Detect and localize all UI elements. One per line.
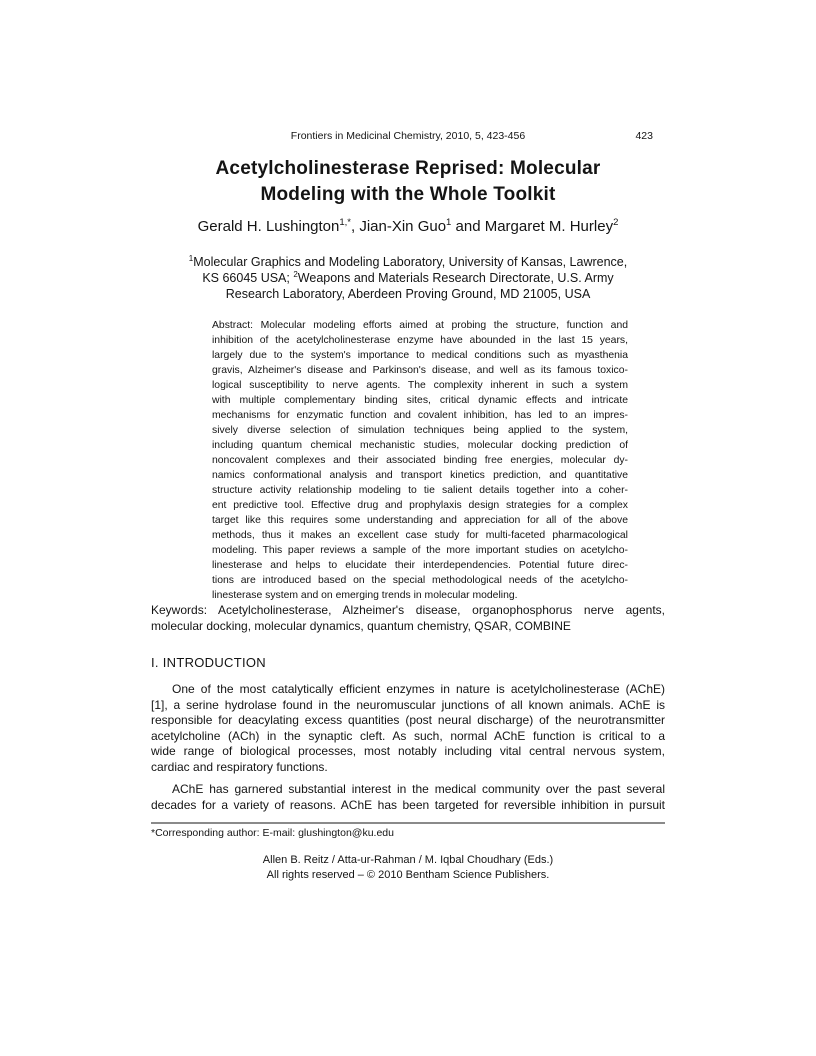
text-segment: KS 66045 USA; [202, 271, 294, 285]
running-header [151, 130, 665, 143]
text-line: structure activity relationship modeling to tie salient details together into a coher- [212, 485, 628, 496]
superscript-marker: 2 [613, 217, 619, 228]
text-segment: and Margaret M. Hurley [451, 218, 614, 235]
text-line: wide range of biological processes, most notably including vital central nervous system, [151, 744, 665, 758]
text-line [151, 254, 665, 270]
corresponding-author-note: *Corresponding author: E-mail: glushington@ku.edu [151, 827, 394, 839]
text-line: Keywords: Acetylcholinesterase, Alzheimer's disease, organophosphorus nerve agents, [151, 603, 665, 617]
intro-paragraph-2 [151, 782, 665, 813]
text-line: largely due to the system's importance to medical conditions such as myasthenia [212, 350, 628, 361]
text-line [151, 217, 665, 237]
text-line: [1], a serine hydrolase found in the neuromuscular junctions of all known animals. AChE is [151, 697, 665, 712]
text-line: Modeling with the Whole Toolkit [260, 184, 556, 205]
text-line: inhibition of the acetylcholinesterase enzyme have abounded in the last 15 years, [212, 335, 628, 346]
text-line: linesterase system and on emerging trends in molecular modeling. [212, 590, 518, 601]
text-line: with multiple complementary binding sites, critical dynamic effects and intricate [212, 395, 628, 406]
journal-citation: Frontiers in Medicinal Chemistry, 2010, 5, 423-456 [290, 130, 526, 142]
text-segment: , Jian-Xin Guo [351, 218, 447, 235]
text-line: responsible for deacylating excess quantities (post neural discharge) of the neurotransmitter [151, 713, 665, 727]
footnote-divider [151, 822, 665, 824]
text-line [151, 270, 665, 286]
text-line: namics conformational analysis and transport kinetics prediction, and quantitative [212, 470, 628, 481]
intro-paragraph-1 [151, 682, 665, 775]
text-line: tions are introduced based on the special methodological needs of the acetylcho- [212, 575, 628, 586]
text-line: cardiac and respiratory functions. [151, 759, 328, 774]
text-line: ent predictive tool. Effective drug and prophylaxis design strategies for a complex [212, 500, 628, 511]
text-line: All rights reserved – © 2010 Bentham Science Publishers. [266, 869, 550, 881]
page-content [151, 0, 665, 1056]
text-line: noncovalent complexes and their associated binding free energies, molecular dy- [212, 455, 628, 466]
superscript-marker: 2 [293, 269, 298, 279]
text-line [151, 286, 665, 302]
text-line: acetylcholine (ACh) in the synaptic cleft. As such, normal AChE function is critical to a [151, 728, 665, 743]
text-line: mechanisms for enzymatic function and covalent inhibition, has led to an impres- [212, 410, 628, 421]
text-line: methods, thus it makes an excellent case study for multi-faceted pharmacological [212, 530, 628, 541]
keywords [151, 603, 665, 635]
text-segment: Molecular Graphics and Modeling Laboratory, University of Kansas, Lawrence, [193, 255, 628, 269]
text-line: One of the most catalytically efficient enzymes in nature is acetylcholinesterase (AChE) [172, 682, 665, 696]
text-line: including quantum chemical mechanistic studies, molecular docking prediction of [212, 440, 628, 451]
superscript-marker: 1 [188, 253, 194, 263]
superscript-marker: 1 [446, 217, 452, 228]
text-line: sively diverse selection of simulation techniques being applied to the system, [212, 425, 628, 436]
superscript-marker: 1,* [339, 217, 351, 228]
text-line: Acetylcholinesterase Reprised: Molecular [215, 158, 601, 179]
text-line: logical susceptibility to nerve agents. The complexity inherent in such a system [212, 380, 628, 391]
text-segment: Gerald H. Lushington [197, 218, 340, 235]
text-line: AChE has garnered substantial interest in the medical community over the past several [172, 782, 665, 796]
text-line: Allen B. Reitz / Atta-ur-Rahman / M. Iqbal Choudhary (Eds.) [262, 854, 554, 866]
text-line: target like this requires some understanding and appreciation for all of the above [212, 515, 628, 526]
text-line: gravis, Alzheimer's disease and Parkinson's disease, and well as its famous toxico- [212, 365, 628, 376]
paper-title [151, 156, 665, 208]
text-segment: Weapons and Materials Research Directorate, U.S. Army [297, 271, 614, 285]
text-line: molecular docking, molecular dynamics, quantum chemistry, QSAR, COMBINE [151, 618, 571, 633]
text-line: linesterase and helps to elucidate their interdependencies. Potential future direc- [212, 560, 628, 571]
page-number: 423 [635, 130, 653, 142]
copyright-footer [151, 853, 665, 883]
text-line: decades for a variety of reasons. AChE has been targeted for reversible inhibition in pursuit [151, 797, 665, 812]
text-line: modeling. This paper reviews a sample of the more important studies on acetylcho- [212, 545, 628, 556]
text-line: Abstract: Molecular modeling efforts aimed at probing the structure, function and [212, 320, 628, 331]
affiliations [151, 254, 665, 302]
authors-line [151, 217, 665, 237]
abstract [212, 318, 628, 603]
section-heading-introduction: I. INTRODUCTION [151, 655, 266, 670]
text-segment: Research Laboratory, Aberdeen Proving Ground, MD 21005, USA [225, 287, 591, 301]
